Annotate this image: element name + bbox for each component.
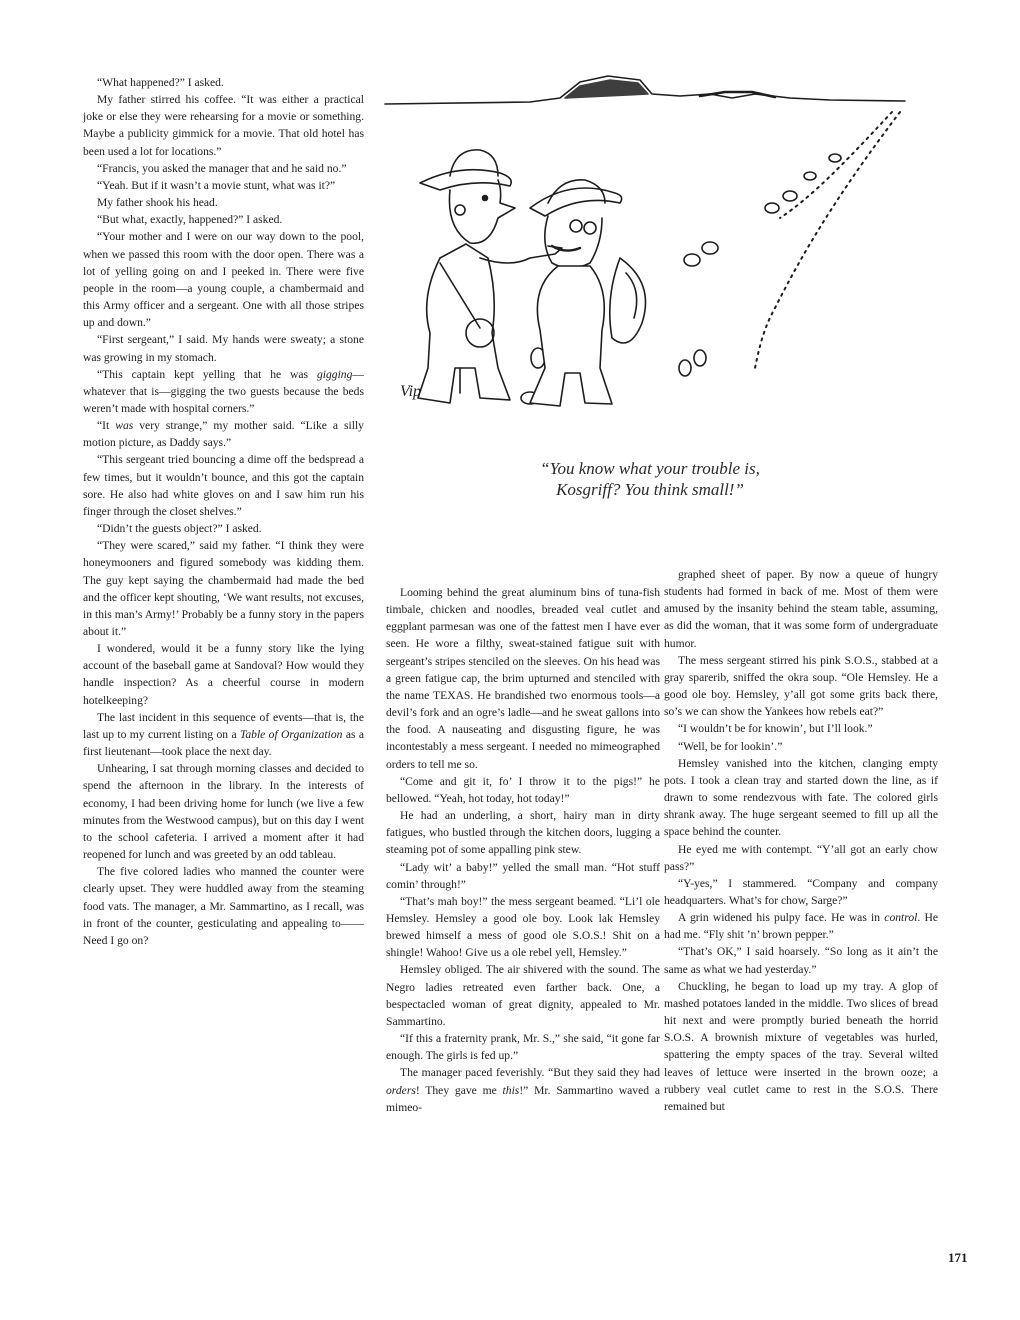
paragraph: Hemsley vanished into the kitchen, clanging empty pots. I took a clean tray and started down the line, as if drawn to some rendezvous with fate. The colored girls shrank away. The huge sergeant seemed to fill up all the space behind the counter. <box>664 756 938 839</box>
paragraph: My father shook his head. <box>97 196 218 210</box>
paragraph: “But what, exactly, happened?” I asked. <box>97 213 283 227</box>
paragraph: My father stirred his coffee. “It was either a practical joke or else they were rehearsing for a movie or something. Maybe a publicity gimmick for a movie. That old hotel has been used a lot for locations.” <box>83 93 364 158</box>
text-column-right <box>664 566 938 1115</box>
paragraph: Unhearing, I sat through morning classes and decided to spend the afternoon in the library. In the interests of economy, I had been driving home for lunch (we live a few minutes from the Westwood campus), but on this day I went to the school cafeteria. I arrived a moment after it had reopened for lunch and was greeted by an odd tableau. <box>83 762 364 862</box>
paragraph: “If this a fraternity prank, Mr. S.,” she said, “it gone far enough. The girls is fed up.” <box>386 1032 660 1063</box>
paragraph: “This captain kept yelling that he was gigging—whatever that is—gigging the two guests because the beds weren’t made with hospital corners.” <box>83 367 364 415</box>
paragraph: “Your mother and I were on our way down to the pool, when we passed this room with the door open. There was a lot of yelling going on and I peeked in. There were five people in the room—a young couple, a chambermaid and this Army officer and a sergeant. One with all those stripes up and down.” <box>83 230 364 330</box>
cartoon-illustration <box>380 68 920 443</box>
page-number: 171 <box>948 1250 968 1265</box>
paragraph: “Well, be for lookin’.” <box>678 739 783 753</box>
paragraph: “It was very strange,” my mother said. “Like a silly motion picture, as Daddy says.” <box>83 419 364 450</box>
paragraph: Hemsley obliged. The air shivered with the sound. The Negro ladies retreated even farther back. One, a bespectacled woman of great dignity, appealed to Mr. Sammartino. <box>386 963 660 1028</box>
cartoon-caption <box>440 458 860 500</box>
paragraph: “This sergeant tried bouncing a dime off the bedspread a few times, but it wouldn’t bounce, and this got the captain sore. He also had white gloves on and I saw him run his finger through the closet shelves.” <box>83 453 364 518</box>
cartoon-caption-line-1: “You know what your trouble is, <box>540 459 760 478</box>
paragraph: He had an underling, a short, hairy man in dirty fatigues, who bustled through the kitchen doors, lugging a steaming pot of some appalling pink stew. <box>386 809 660 857</box>
paragraph: The last incident in this sequence of events—that is, the last up to my current listing on a Table of Organization as a first lieutenant—took place the next day. <box>83 710 364 759</box>
paragraph: I wondered, would it be a funny story like the lying account of the baseball game at Sandoval? How would they handle inspection? As a cheerful course in modern hotelkeeping? <box>83 642 364 707</box>
paragraph: The five colored ladies who manned the counter were clearly upset. They were huddled away from the steaming food vats. The manager, a Mr. Sammartino, as I recall, was in front of the counter, gesticulating and appealing to—— Need I go on? <box>83 865 364 947</box>
paragraph: “Francis, you asked the manager that and he said no.” <box>97 161 347 175</box>
paragraph: “I wouldn’t be for knowin’, but I’ll look.” <box>678 722 873 736</box>
paragraph: graphed sheet of paper. By now a queue of hungry students had formed in back of me. Most of them were amused by the insanity behind the steam table, assuming, as did the woman, that it was some form of undergraduate humor. <box>664 568 938 650</box>
paragraph: The manager paced feverishly. “But they said they had orders! They gave me this!” Mr. Sammartino waved a mimeo- <box>386 1066 660 1114</box>
paragraph: “That’s OK,” I said hoarsely. “So long as it ain’t the same as what we had yesterday.” <box>664 945 938 976</box>
paragraph: “They were scared,” said my father. “I think they were honeymooners and figured somebody was kidding them. The guy kept saying the chambermaid had made the bed and the officer kept shouting, ‘We want results, not excuses, in this man’s Army!’ Probably be a funny story in the papers about it.” <box>83 539 364 638</box>
paragraph: Looming behind the great aluminum bins of tuna-fish timbale, chicken and noodles, breaded veal cutlet and eggplant parmesan was one of the fattest men I have ever seen. He wore a filthy, sweat-stained fatigue suit with sergeant’s stripes stenciled on the sleeves. On his head was a green fatigue cap, the brim upturned and stenciled with the name TEXAS. He brandished two enormous tools—a devil’s fork and an ogre’s ladle—and he sweat gallons into the food. A nauseating and disgusting figure, he was incontestably a mess sergeant. I needed no mimeographed orders to tell me so. <box>386 586 660 771</box>
cartoon-signature: Vip <box>400 383 422 400</box>
paragraph: A grin widened his pulpy face. He was in control. He had me. “Fly shit ’n’ brown pepper.” <box>664 911 938 942</box>
cartoon-caption-line-2: Kosgriff? You think small!” <box>556 480 744 499</box>
paragraph: “That’s mah boy!” the mess sergeant beamed. “Li’l ole Hemsley. Hemsley a good ole boy. Look lak Hemsley brewed himself a mess of good ole S.O.S.! Shit on a shingle! Wahoo! Give us a ole rebel yell, Hemsley.” <box>386 894 660 960</box>
paragraph: “Yeah. But if it wasn’t a movie stunt, what was it?” <box>97 178 336 192</box>
paragraph: Chuckling, he began to load up my tray. A glop of mashed potatoes landed in the middle. Two slices of bread hit next and were promptly buried beneath the horrid S.O.S. A brownish mixture of vegetables was hurled, spattering the empty spaces of the tray. Several wilted leaves of lettuce were inserted in the brown ooze; a rubbery veal cutlet came to rest in the S.O.S. There remained but <box>664 979 938 1113</box>
paragraph: “Lady wit’ a baby!” yelled the small man. “Hot stuff comin’ through!” <box>386 860 660 891</box>
paragraph: He eyed me with contempt. “Y’all got an early chow pass?” <box>664 842 938 873</box>
text-column-middle <box>386 584 660 1116</box>
paragraph: “Come and git it, fo’ I throw it to the pigs!” he bellowed. “Yeah, hot today, hot today!” <box>386 774 660 805</box>
paragraph: The mess sergeant stirred his pink S.O.S., stabbed at a gray sparerib, sniffed the okra soup. “Ole Hemsley. He a good ole boy. Hemsley, y’all got some grits back there, so’s we can show the Yankees how rebels eat?” <box>664 653 938 719</box>
paragraph: “First sergeant,” I said. My hands were sweaty; a stone was growing in my stomach. <box>83 333 364 364</box>
dotted-trail <box>755 112 900 368</box>
paragraph: “Y-yes,” I stammered. “Company and company headquarters. What’s for chow, Sarge?” <box>664 876 938 907</box>
horizon-landscape <box>385 76 905 104</box>
soldier-figure-left <box>418 150 562 403</box>
soldier-figure-right <box>530 180 646 406</box>
paragraph: “Didn’t the guests object?” I asked. <box>97 522 262 536</box>
text-column-left <box>83 74 364 949</box>
paragraph: “What happened?” I asked. <box>97 76 224 89</box>
